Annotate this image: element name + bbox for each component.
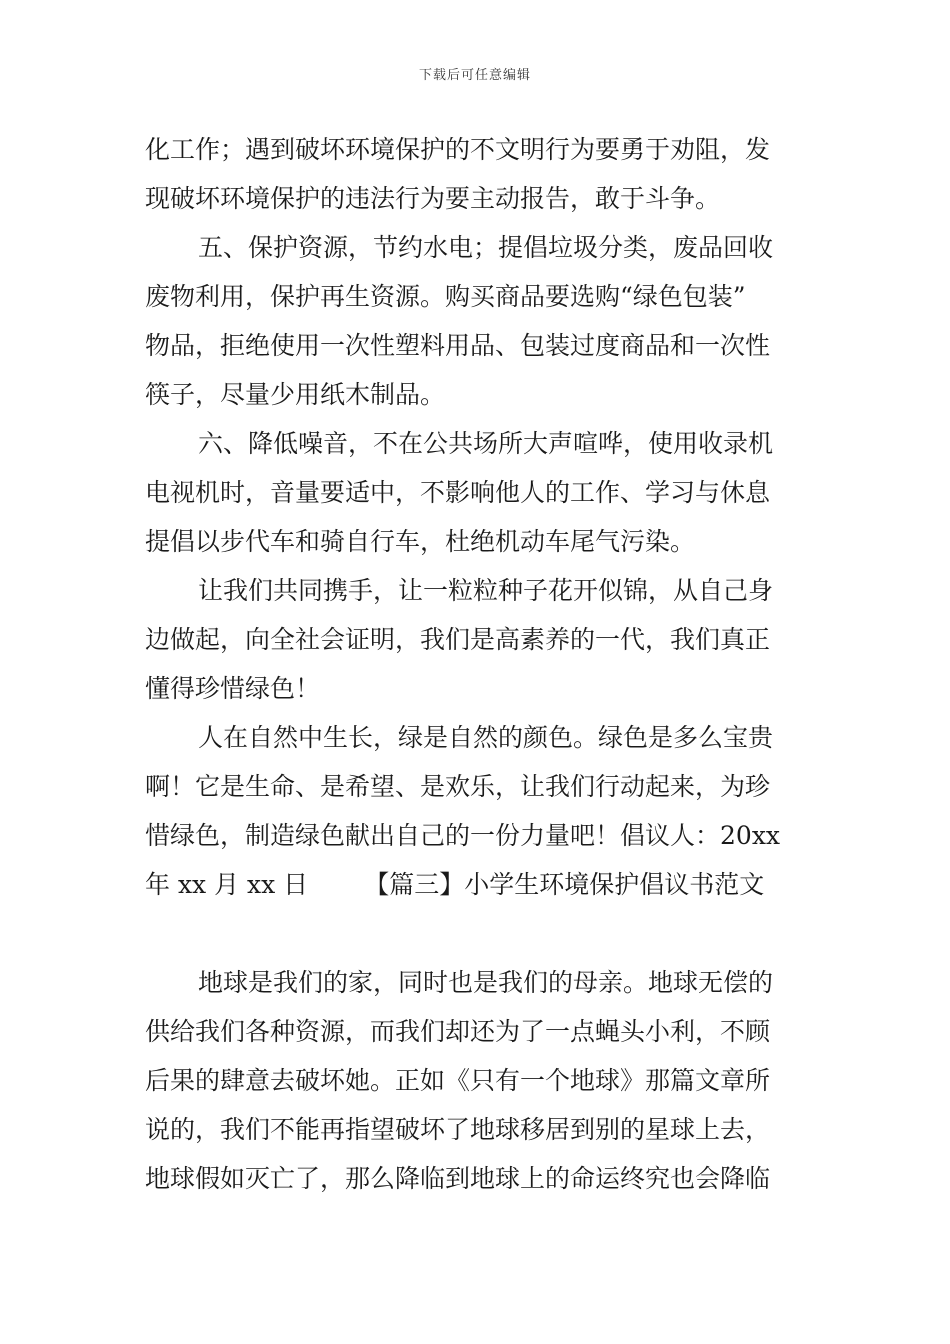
text-line: 说的，我们不能再指望破坏了地球移居到别的星球上去， (145, 1115, 771, 1144)
text-line: 边做起，向全社会证明，我们是高素养的一代，我们真正 (145, 625, 771, 654)
text-line: 后果的肆意去破坏她。正如《只有一个地球》那篇文章所 (145, 1066, 771, 1095)
text-line: 供给我们各种资源，而我们却还为了一点蝇头小利，不顾 (145, 1017, 771, 1046)
text-line: 电视机时，音量要适中，不影响他人的工作、学习与休息 (145, 478, 771, 507)
blank-line (145, 909, 809, 958)
text-line: 化工作；遇到破坏环境保护的不文明行为要勇于劝阻，发 (145, 135, 771, 164)
text-line: 让我们共同携手，让一粒粒种子花开似锦，从自己身 (198, 576, 774, 605)
text-line: 筷子，尽量少用纸木制品。 (145, 380, 446, 409)
text-line-with-heading (145, 860, 809, 909)
page-header-note: 下载后可任意编辑 (418, 68, 531, 83)
text-line: 懂得珍惜绿色！ (145, 674, 321, 703)
text-line: 物品，拒绝使用一次性塑料用品、包装过度商品和一次性 (145, 331, 771, 360)
text-line: 现破坏环境保护的违法行为要主动报告，敢于斗争。 (145, 184, 721, 213)
text-line: 地球假如灭亡了，那么降临到地球上的命运终究也会降临 (145, 1164, 771, 1193)
document-body (145, 125, 809, 1203)
text-line: 废物利用，保护再生资源。购买商品要选购“绿色包装” (145, 282, 746, 311)
text-line: 提倡以步代车和骑自行车，杜绝机动车尾气污染。 (145, 527, 696, 556)
text-line: 人在自然中生长，绿是自然的颜色。绿色是多么宝贵 (198, 723, 774, 752)
text-line: 六、降低噪音，不在公共场所大声喧哗，使用收录机 (198, 429, 774, 458)
text-line: 惜绿色，制造绿色献出自己的一份力量吧！倡议人：20xx (145, 821, 781, 850)
section-heading: 【篇三】小学生环境保护倡议书范文 (364, 870, 765, 899)
text-line: 五、保护资源，节约水电；提倡垃圾分类，废品回收 (198, 233, 774, 262)
date-text: 年 xx 月 xx 日 (145, 870, 309, 899)
text-line: 地球是我们的家，同时也是我们的母亲。地球无偿的 (198, 968, 774, 997)
text-line: 啊！它是生命、是希望、是欢乐，让我们行动起来，为珍 (145, 772, 771, 801)
